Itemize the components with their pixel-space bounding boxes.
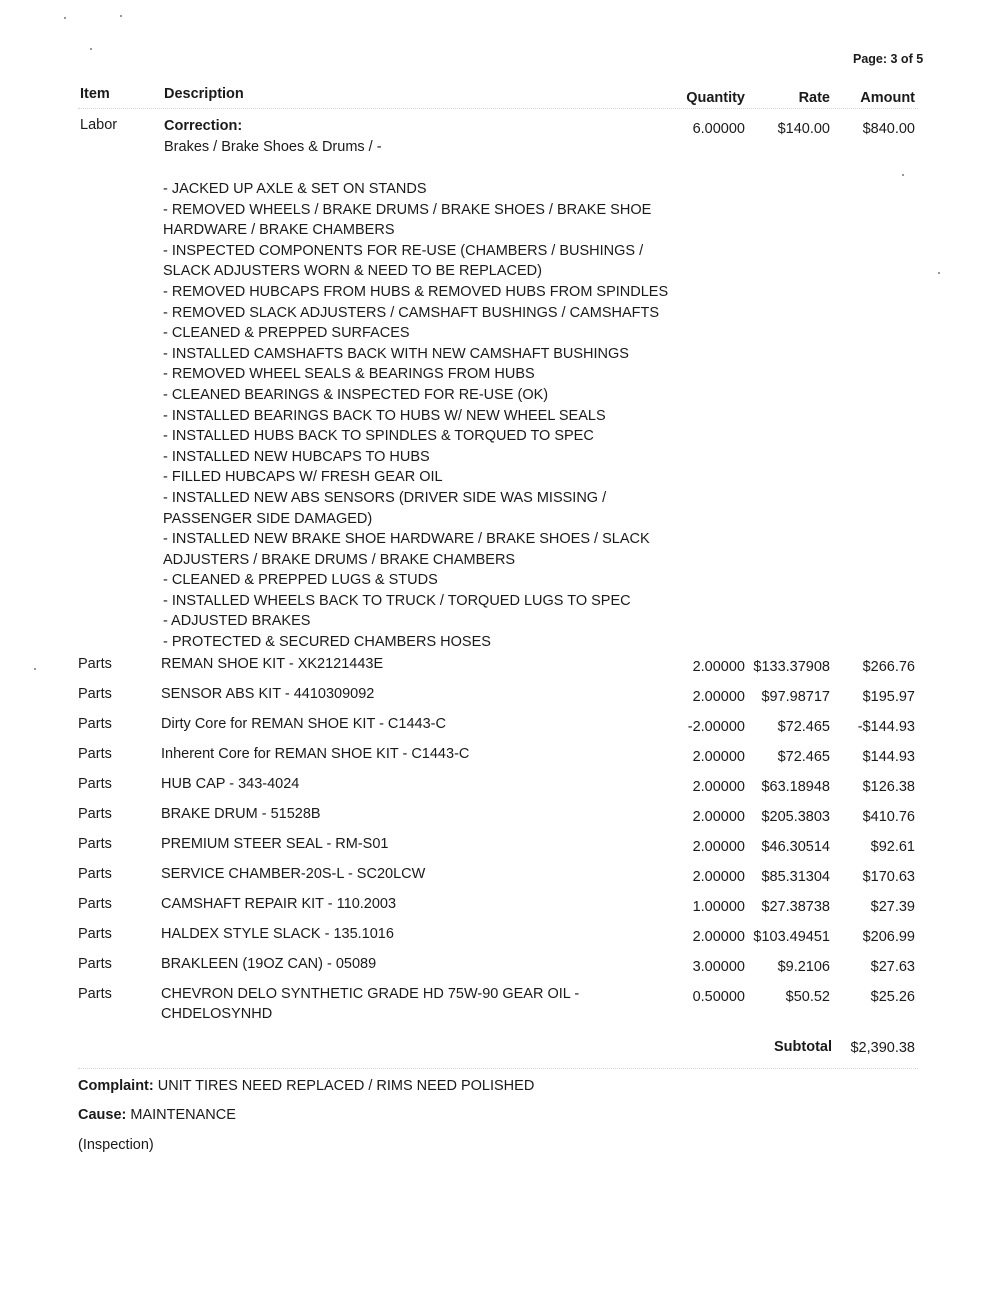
scan-speck bbox=[34, 668, 36, 670]
part-amount: $195.97 bbox=[862, 689, 915, 705]
labor-step-line: - INSTALLED NEW ABS SENSORS (DRIVER SIDE WAS MISSING / bbox=[163, 489, 607, 506]
part-description: BRAKLEEN (19OZ CAN) - 05089 bbox=[161, 956, 377, 972]
part-amount: -$144.93 bbox=[857, 719, 915, 735]
labor-step-line: - INSTALLED NEW HUBCAPS TO HUBS bbox=[163, 448, 430, 465]
part-description-continued: CHDELOSYNHD bbox=[161, 1006, 273, 1022]
table-row bbox=[78, 746, 918, 776]
table-row bbox=[78, 986, 918, 1030]
part-rate: $97.98717 bbox=[761, 689, 830, 705]
labor-step-line: - CLEANED & PREPPED LUGS & STUDS bbox=[163, 572, 438, 589]
subtotal-value: $2,390.38 bbox=[850, 1040, 915, 1056]
part-rate: $72.465 bbox=[777, 749, 830, 765]
labor-step-line: - INSTALLED WHEELS BACK TO TRUCK / TORQUED LUGS TO SPEC bbox=[163, 592, 631, 609]
labor-rate: $140.00 bbox=[777, 121, 830, 137]
labor-step-line: - CLEANED BEARINGS & INSPECTED FOR RE-USE (OK) bbox=[163, 386, 549, 403]
table-row bbox=[78, 656, 918, 686]
inspection-note: (Inspection) bbox=[78, 1137, 154, 1153]
table-row bbox=[78, 716, 918, 746]
labor-step-line: SLACK ADJUSTERS WORN & NEED TO BE REPLACED) bbox=[163, 263, 542, 280]
labor-step-line: - PROTECTED & SECURED CHAMBERS HOSES bbox=[163, 634, 491, 651]
part-item: Parts bbox=[78, 836, 112, 852]
part-description: HUB CAP - 343-4024 bbox=[161, 776, 300, 792]
part-rate: $63.18948 bbox=[761, 779, 830, 795]
table-row bbox=[78, 836, 918, 866]
labor-amount: $840.00 bbox=[862, 121, 915, 137]
part-rate: $9.2106 bbox=[777, 959, 830, 975]
part-rate: $103.49451 bbox=[753, 929, 830, 945]
labor-steps bbox=[163, 179, 683, 653]
labor-step-line: - ADJUSTED BRAKES bbox=[163, 613, 311, 630]
scan-speck bbox=[938, 272, 940, 274]
part-amount: $410.76 bbox=[862, 809, 915, 825]
header-rate: Rate bbox=[798, 90, 830, 106]
page-number: Page: 3 of 5 bbox=[853, 52, 924, 66]
part-quantity: 3.00000 bbox=[692, 959, 745, 975]
part-description: SERVICE CHAMBER-20S-L - SC20LCW bbox=[161, 866, 426, 882]
labor-step-line: - REMOVED HUBCAPS FROM HUBS & REMOVED HUBS FROM SPINDLES bbox=[163, 283, 669, 300]
part-description: Inherent Core for REMAN SHOE KIT - C1443-C bbox=[161, 746, 470, 762]
scan-speck bbox=[90, 48, 92, 50]
labor-step-line: - INSTALLED CAMSHAFTS BACK WITH NEW CAMSHAFT BUSHINGS bbox=[163, 345, 629, 362]
cause-line bbox=[78, 1107, 236, 1123]
labor-step-line: - FILLED HUBCAPS W/ FRESH GEAR OIL bbox=[163, 469, 443, 486]
header-item: Item bbox=[80, 86, 110, 102]
cause-label: Cause: bbox=[78, 1107, 127, 1123]
part-amount: $266.76 bbox=[862, 659, 915, 675]
part-description: BRAKE DRUM - 51528B bbox=[161, 806, 321, 822]
table-row bbox=[78, 686, 918, 716]
part-description: HALDEX STYLE SLACK - 135.1016 bbox=[161, 926, 394, 942]
part-item: Parts bbox=[78, 806, 112, 822]
part-quantity: 2.00000 bbox=[692, 809, 745, 825]
part-description: REMAN SHOE KIT - XK2121443E bbox=[161, 656, 384, 672]
complaint-value: UNIT TIRES NEED REPLACED / RIMS NEED POLISHED bbox=[157, 1078, 535, 1094]
header-amount: Amount bbox=[860, 90, 915, 106]
part-item: Parts bbox=[78, 776, 112, 792]
labor-step-line: - JACKED UP AXLE & SET ON STANDS bbox=[163, 181, 427, 197]
part-quantity: 2.00000 bbox=[692, 929, 745, 945]
table-row bbox=[78, 956, 918, 986]
labor-step-line: - INSTALLED BEARINGS BACK TO HUBS W/ NEW WHEEL SEALS bbox=[163, 407, 606, 424]
labor-step-line: - INSTALLED NEW BRAKE SHOE HARDWARE / BRAKE SHOES / SLACK bbox=[163, 531, 650, 548]
part-description: CHEVRON DELO SYNTHETIC GRADE HD 75W-90 GEAR OIL - bbox=[161, 986, 580, 1002]
complaint-label: Complaint: bbox=[78, 1078, 154, 1094]
part-item: Parts bbox=[78, 686, 112, 702]
labor-step-line: ADJUSTERS / BRAKE DRUMS / BRAKE CHAMBERS bbox=[163, 551, 516, 568]
table-row bbox=[78, 896, 918, 926]
part-item: Parts bbox=[78, 926, 112, 942]
part-quantity: -2.00000 bbox=[687, 719, 745, 735]
cause-value: MAINTENANCE bbox=[130, 1107, 236, 1123]
part-amount: $25.26 bbox=[870, 989, 915, 1005]
labor-step-line: PASSENGER SIDE DAMAGED) bbox=[163, 510, 373, 527]
scan-speck bbox=[120, 15, 122, 17]
part-item: Parts bbox=[78, 986, 112, 1002]
scan-speck bbox=[902, 174, 904, 176]
header-quantity: Quantity bbox=[686, 90, 745, 106]
part-amount: $27.63 bbox=[870, 959, 915, 975]
labor-step-line: - INSTALLED HUBS BACK TO SPINDLES & TORQUED TO SPEC bbox=[163, 428, 594, 445]
part-amount: $206.99 bbox=[862, 929, 915, 945]
complaint-line bbox=[78, 1078, 534, 1094]
part-quantity: 2.00000 bbox=[692, 689, 745, 705]
header-description: Description bbox=[164, 86, 244, 102]
labor-step-line: - REMOVED SLACK ADJUSTERS / CAMSHAFT BUSHINGS / CAMSHAFTS bbox=[163, 304, 660, 321]
part-quantity: 2.00000 bbox=[692, 869, 745, 885]
part-amount: $92.61 bbox=[870, 839, 915, 855]
labor-item: Labor bbox=[80, 117, 118, 133]
part-amount: $144.93 bbox=[862, 749, 915, 765]
scan-speck bbox=[64, 17, 66, 19]
part-quantity: 2.00000 bbox=[692, 749, 745, 765]
part-quantity: 1.00000 bbox=[692, 899, 745, 915]
part-item: Parts bbox=[78, 896, 112, 912]
header-divider bbox=[78, 108, 918, 109]
part-amount: $27.39 bbox=[870, 899, 915, 915]
table-row bbox=[78, 776, 918, 806]
part-rate: $72.465 bbox=[777, 719, 830, 735]
part-item: Parts bbox=[78, 716, 112, 732]
labor-step-line: HARDWARE / BRAKE CHAMBERS bbox=[163, 222, 395, 239]
part-description: PREMIUM STEER SEAL - RM-S01 bbox=[161, 836, 389, 852]
part-item: Parts bbox=[78, 746, 112, 762]
labor-category: Brakes / Brake Shoes & Drums / - bbox=[164, 139, 382, 155]
part-quantity: 2.00000 bbox=[692, 839, 745, 855]
part-rate: $205.3803 bbox=[761, 809, 830, 825]
part-item: Parts bbox=[78, 956, 112, 972]
parts-table bbox=[78, 656, 918, 1030]
part-rate: $27.38738 bbox=[761, 899, 830, 915]
table-row bbox=[78, 866, 918, 896]
part-item: Parts bbox=[78, 866, 112, 882]
table-row bbox=[78, 926, 918, 956]
correction-label: Correction: bbox=[164, 118, 243, 134]
part-rate: $133.37908 bbox=[753, 659, 830, 675]
part-rate: $85.31304 bbox=[761, 869, 830, 885]
part-rate: $46.30514 bbox=[761, 839, 830, 855]
section-divider bbox=[78, 1068, 918, 1069]
labor-step-line: - REMOVED WHEELS / BRAKE DRUMS / BRAKE SHOES / BRAKE SHOE bbox=[163, 201, 652, 218]
part-item: Parts bbox=[78, 656, 112, 672]
part-quantity: 2.00000 bbox=[692, 659, 745, 675]
labor-quantity: 6.00000 bbox=[692, 121, 745, 137]
part-quantity: 2.00000 bbox=[692, 779, 745, 795]
part-amount: $170.63 bbox=[862, 869, 915, 885]
table-row bbox=[78, 806, 918, 836]
part-description: SENSOR ABS KIT - 4410309092 bbox=[161, 686, 375, 702]
part-quantity: 0.50000 bbox=[692, 989, 745, 1005]
subtotal-label: Subtotal bbox=[774, 1039, 832, 1055]
labor-step-line: - REMOVED WHEEL SEALS & BEARINGS FROM HUBS bbox=[163, 366, 535, 383]
part-amount: $126.38 bbox=[862, 779, 915, 795]
part-rate: $50.52 bbox=[785, 989, 830, 1005]
part-description: CAMSHAFT REPAIR KIT - 110.2003 bbox=[161, 896, 397, 912]
labor-step-line: - CLEANED & PREPPED SURFACES bbox=[163, 325, 410, 342]
labor-step-line: - INSPECTED COMPONENTS FOR RE-USE (CHAMBERS / BUSHINGS / bbox=[163, 242, 644, 259]
part-description: Dirty Core for REMAN SHOE KIT - C1443-C bbox=[161, 716, 446, 732]
